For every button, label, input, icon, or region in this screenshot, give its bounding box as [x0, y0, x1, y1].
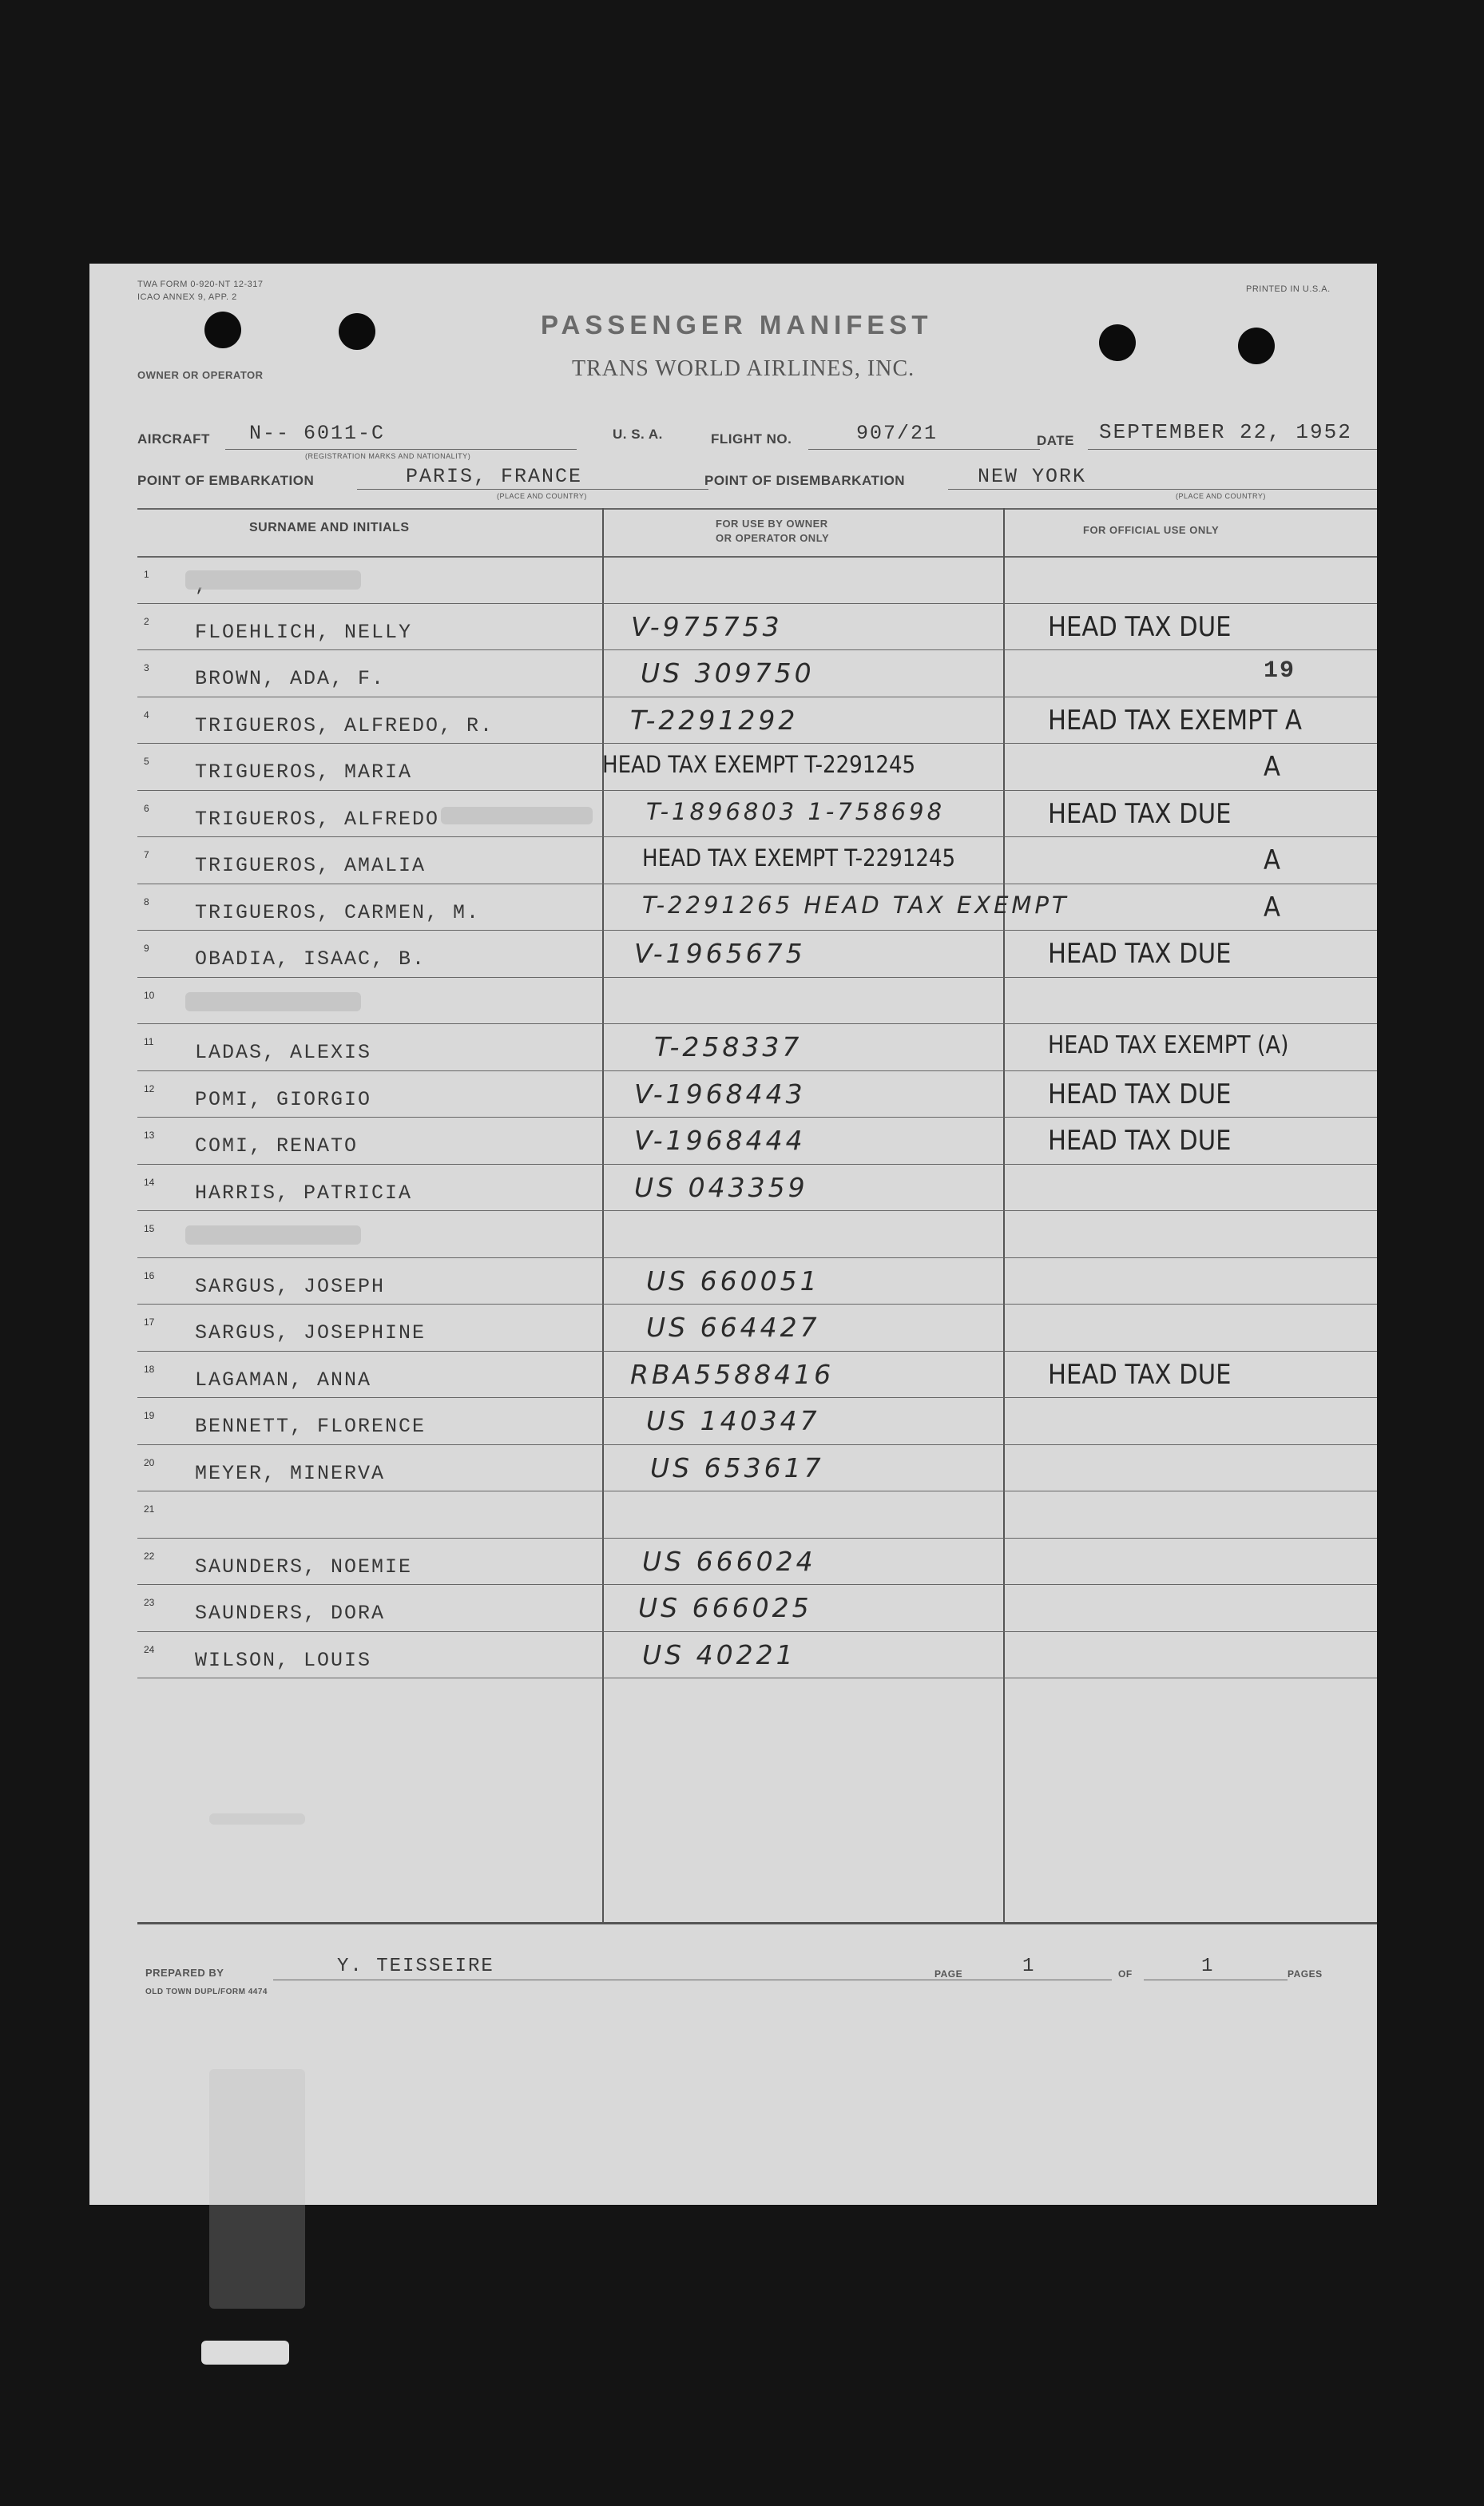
- form-number: TWA FORM 0-920-NT 12-317: [137, 280, 264, 289]
- pages-label: PAGES: [1288, 1968, 1323, 1980]
- passenger-name: HARRIS, PATRICIA: [195, 1181, 413, 1205]
- official-notation: HEAD TAX EXEMPT (A): [1048, 1031, 1289, 1059]
- col-header-owner-use: FOR USE BY OWNER: [716, 518, 828, 530]
- passenger-name: BROWN, ADA, F.: [195, 667, 386, 690]
- passenger-name: TRIGUEROS, MARIA: [195, 761, 413, 784]
- table-row: [89, 1166, 1377, 1213]
- redaction-mark: [185, 570, 361, 590]
- row-number: 9: [144, 943, 149, 954]
- table-row: [89, 1492, 1377, 1539]
- row-rule: [137, 1304, 1377, 1305]
- col-header-owner-use-2: OR OPERATOR ONLY: [716, 532, 830, 544]
- passport-number: V-1968444: [634, 1125, 806, 1156]
- row-rule: [137, 1351, 1377, 1352]
- passport-number: V-1965675: [634, 938, 806, 969]
- table-top-rule: [137, 508, 1377, 510]
- table-row: [89, 792, 1377, 839]
- row-number: 15: [144, 1223, 155, 1234]
- row-rule: [137, 1164, 1377, 1165]
- passport-number: T-1896803 1-758698: [646, 797, 946, 825]
- row-number: 20: [144, 1456, 155, 1468]
- row-number: 2: [144, 615, 149, 627]
- official-notation: HEAD TAX EXEMPT A: [1048, 704, 1302, 737]
- passport-number: HEAD TAX EXEMPT T-2291245: [602, 751, 916, 778]
- row-rule: [137, 977, 1377, 978]
- of-label: OF: [1118, 1968, 1133, 1980]
- passport-number: T-2291265 HEAD TAX EXEMPT: [642, 891, 1069, 919]
- of-value: 1: [1201, 1956, 1215, 1977]
- official-notation: HEAD TAX DUE: [1048, 1125, 1232, 1157]
- row-rule: [137, 1444, 1377, 1445]
- row-rule: [137, 743, 1377, 744]
- disembarkation-value: NEW YORK: [978, 465, 1087, 488]
- redaction-mark: [185, 992, 361, 1011]
- passenger-name: FLOEHLICH, NELLY: [195, 620, 413, 644]
- manifest-title: PASSENGER MANIFEST: [541, 310, 933, 340]
- passenger-name: TRIGUEROS, CARMEN, M.: [195, 900, 481, 924]
- flight-value: 907/21: [856, 422, 938, 445]
- row-number: 16: [144, 1269, 155, 1281]
- passport-number: US 140347: [646, 1405, 820, 1436]
- passport-number: US 309750: [641, 657, 815, 689]
- row-number: 24: [144, 1643, 155, 1655]
- owner-operator-label: OWNER OR OPERATOR: [137, 369, 264, 381]
- prepared-by-value: Y. TEISSEIRE: [337, 1956, 494, 1977]
- table-row: [89, 745, 1377, 792]
- table-row: [89, 1352, 1377, 1400]
- row-number: 7: [144, 849, 149, 860]
- embarkation-underline: [357, 489, 708, 490]
- table-row: [89, 1539, 1377, 1587]
- date-underline: [1088, 449, 1377, 450]
- row-number: 3: [144, 662, 149, 673]
- table-row: [89, 931, 1377, 979]
- official-notation: HEAD TAX DUE: [1048, 610, 1232, 643]
- aircraft-sublabel: (REGISTRATION MARKS AND NATIONALITY): [305, 452, 471, 460]
- date-value: SEPTEMBER 22, 1952: [1099, 420, 1352, 444]
- table-row: [89, 1633, 1377, 1680]
- table-row: [89, 1305, 1377, 1352]
- row-rule: [137, 1210, 1377, 1211]
- flight-label: FLIGHT NO.: [711, 431, 792, 447]
- official-notation: HEAD TAX DUE: [1048, 1358, 1232, 1391]
- bleed-through-mark: [209, 1813, 305, 1825]
- punch-hole-icon: [339, 313, 375, 350]
- row-rule: [137, 930, 1377, 931]
- table-row: [89, 1399, 1377, 1446]
- row-rule: [137, 1070, 1377, 1071]
- passenger-name: SAUNDERS, NOEMIE: [195, 1555, 413, 1579]
- row-rule: [137, 1023, 1377, 1024]
- table-row: [89, 1446, 1377, 1493]
- form-annex: ICAO ANNEX 9, APP. 2: [137, 292, 237, 302]
- passenger-name: MEYER, MINERVA: [195, 1461, 386, 1485]
- passport-number: T-258337: [654, 1031, 803, 1062]
- row-number: 21: [144, 1503, 155, 1515]
- row-rule: [137, 1117, 1377, 1118]
- row-number: 17: [144, 1317, 155, 1328]
- table-bottom-rule: [137, 1922, 1377, 1924]
- passenger-name: TRIGUEROS, ALFREDO, R.: [195, 713, 494, 737]
- passenger-name: BENNETT, FLORENCE: [195, 1415, 427, 1438]
- airline-name: TRANS WORLD AIRLINES, INC.: [572, 356, 915, 381]
- passport-number: HEAD TAX EXEMPT T-2291245: [642, 844, 956, 872]
- table-row: [89, 1586, 1377, 1633]
- redaction-mark: [441, 807, 593, 824]
- table-row: [89, 1259, 1377, 1306]
- passport-number: US 653617: [650, 1452, 824, 1483]
- usa-label: U. S. A.: [613, 427, 663, 442]
- row-number: 11: [144, 1036, 154, 1047]
- official-notation: A: [1264, 844, 1280, 876]
- row-rule: [137, 836, 1377, 837]
- row-number: 5: [144, 756, 149, 767]
- passport-number: T-2291292: [630, 704, 799, 736]
- flight-underline: [808, 449, 1040, 450]
- passenger-name: SAUNDERS, DORA: [195, 1602, 386, 1625]
- table-row: [89, 651, 1377, 698]
- table-row: [89, 1118, 1377, 1166]
- passenger-name: POMI, GIORGIO: [195, 1087, 372, 1111]
- punch-hole-icon: [204, 312, 241, 348]
- passenger-name: SARGUS, JOSEPHINE: [195, 1321, 427, 1344]
- row-number: 23: [144, 1597, 155, 1608]
- punch-hole-icon: [1099, 324, 1136, 361]
- row-number: 10: [144, 989, 155, 1001]
- disembarkation-sublabel: (PLACE AND COUNTRY): [1176, 492, 1266, 500]
- aircraft-value: N-- 6011-C: [249, 422, 386, 445]
- row-number: 4: [144, 709, 149, 721]
- table-row: [89, 1072, 1377, 1119]
- redaction-mark: [185, 1225, 361, 1245]
- row-rule: [137, 1631, 1377, 1632]
- official-notation: A: [1264, 891, 1280, 923]
- bleed-through-mark: [201, 2341, 289, 2365]
- official-notation: A: [1264, 751, 1280, 783]
- passenger-name: SARGUS, JOSEPH: [195, 1274, 386, 1298]
- embarkation-sublabel: (PLACE AND COUNTRY): [497, 492, 587, 500]
- passenger-name: LADAS, ALEXIS: [195, 1041, 372, 1064]
- date-label: DATE: [1037, 433, 1075, 448]
- passport-number: V-975753: [631, 610, 783, 642]
- row-number: 8: [144, 896, 149, 907]
- passenger-name: TRIGUEROS, AMALIA: [195, 854, 427, 877]
- passenger-name: COMI, RENATO: [195, 1134, 359, 1158]
- passport-number: US 043359: [634, 1171, 808, 1203]
- row-number: 1: [144, 569, 149, 580]
- passport-number: US 40221: [642, 1638, 796, 1670]
- row-number: 6: [144, 802, 149, 814]
- passenger-name: LAGAMAN, ANNA: [195, 1368, 372, 1392]
- passport-number: US 664427: [646, 1312, 820, 1343]
- embarkation-label: POINT OF EMBARKATION: [137, 473, 315, 488]
- aircraft-label: AIRCRAFT: [137, 431, 210, 447]
- print-info: OLD TOWN DUPL/FORM 4474: [145, 1988, 268, 1996]
- aircraft-underline: [225, 449, 577, 450]
- table-row: [89, 838, 1377, 885]
- row-number: 18: [144, 1363, 155, 1375]
- passport-number: V-1968443: [634, 1078, 806, 1110]
- row-rule: [137, 649, 1377, 650]
- row-number: 19: [144, 1410, 155, 1421]
- bleed-through-mark: [209, 2069, 305, 2309]
- page-value: 1: [1022, 1956, 1036, 1977]
- official-notation: HEAD TAX DUE: [1048, 1078, 1232, 1110]
- table-row: [89, 1025, 1377, 1072]
- table-row: [89, 885, 1377, 932]
- prepared-by-label: PREPARED BY: [145, 1967, 224, 1979]
- table-row: [89, 605, 1377, 652]
- passport-number: US 666025: [638, 1592, 812, 1623]
- official-notation: HEAD TAX DUE: [1048, 938, 1232, 970]
- row-number: 12: [144, 1082, 155, 1094]
- disembarkation-label: POINT OF DISEMBARKATION: [704, 473, 906, 488]
- row-number: 14: [144, 1176, 155, 1188]
- passenger-name: TRIGUEROS, ALFREDO: [195, 807, 440, 831]
- manifest-sheet: [89, 264, 1377, 2205]
- col-header-surname: SURNAME AND INITIALS: [249, 521, 410, 534]
- row-rule: [137, 1257, 1377, 1258]
- passport-number: US 666024: [642, 1545, 816, 1577]
- passport-number: US 660051: [646, 1265, 820, 1297]
- disembarkation-underline: [948, 489, 1377, 490]
- passport-number: RBA5588416: [630, 1358, 835, 1390]
- official-notation: 19: [1264, 657, 1296, 685]
- passenger-name: OBADIA, ISAAC, B.: [195, 947, 427, 971]
- embarkation-value: PARIS, FRANCE: [406, 465, 583, 488]
- row-number: 13: [144, 1130, 155, 1141]
- table-row: [89, 698, 1377, 745]
- row-number: 22: [144, 1550, 155, 1562]
- row-rule: [137, 790, 1377, 791]
- page-label: PAGE: [934, 1968, 963, 1980]
- printed-note: PRINTED IN U.S.A.: [1246, 284, 1331, 294]
- official-notation: HEAD TAX DUE: [1048, 797, 1232, 830]
- col-header-official-use: FOR OFFICIAL USE ONLY: [1083, 524, 1220, 536]
- row-rule: [137, 1397, 1377, 1398]
- passenger-name: WILSON, LOUIS: [195, 1648, 372, 1672]
- punch-hole-icon: [1238, 328, 1275, 364]
- row-rule: [137, 603, 1377, 604]
- row-rule: [137, 1538, 1377, 1539]
- row-rule: [137, 1584, 1377, 1585]
